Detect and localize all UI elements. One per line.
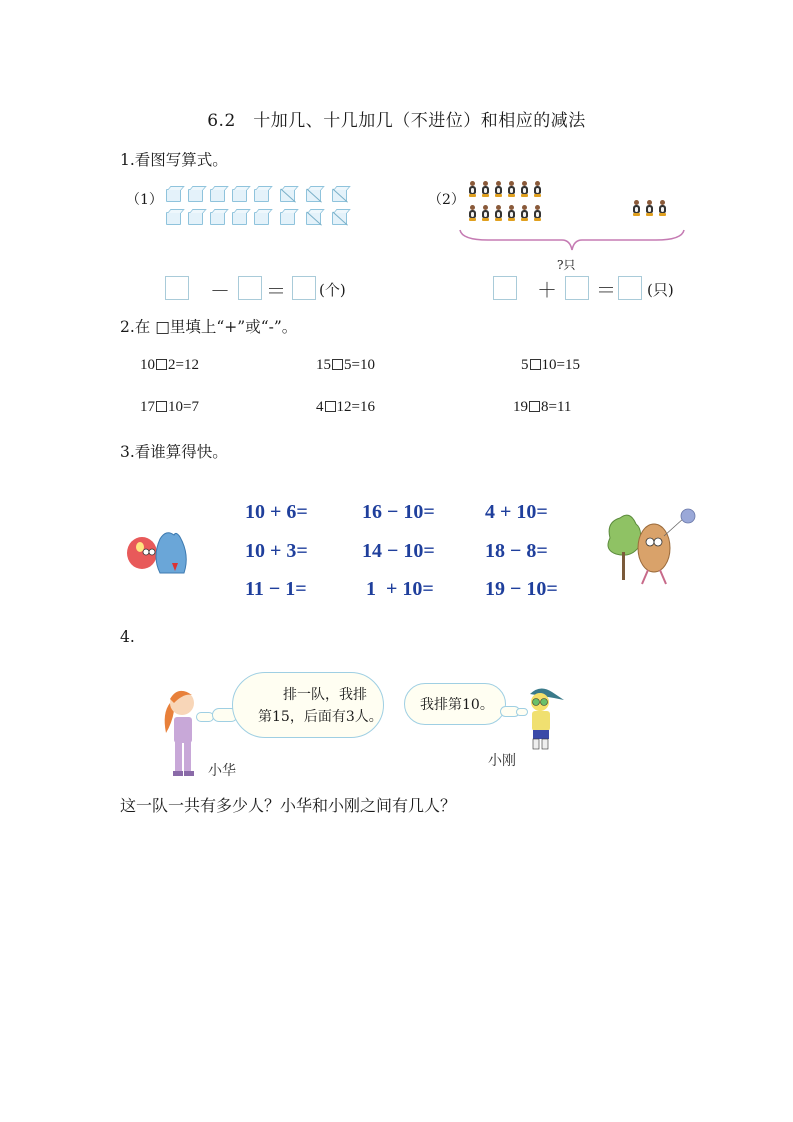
fill-box[interactable]: [156, 359, 167, 370]
fill-box[interactable]: [530, 359, 541, 370]
fill-equation: 4 12=16: [316, 399, 375, 415]
fill-box[interactable]: [332, 359, 343, 370]
potato-with-balloon-illustration: [602, 508, 702, 588]
calc-item: 10 + 3=: [245, 540, 308, 562]
equals-sign: ＝: [266, 279, 286, 303]
answer-box[interactable]: [493, 276, 517, 300]
fill-equation: 10 2=12: [140, 357, 199, 373]
unit-label: (个): [319, 281, 346, 299]
boy-xiaogang-illustration: [524, 684, 568, 756]
brace-label: ?只: [557, 258, 576, 272]
q1-part2-label: （2）: [428, 192, 465, 208]
cube-icon: [166, 189, 181, 202]
name-xiaohua: 小华: [208, 763, 236, 779]
fill-equation: 17 10=7: [140, 399, 199, 415]
crossed-cube-icon: [306, 189, 321, 202]
crossed-cube-icon: [332, 189, 347, 202]
cube-icon: [254, 189, 269, 202]
crossed-cube-icon: [280, 189, 295, 202]
equals-sign: ＝: [596, 278, 616, 302]
answer-box[interactable]: [292, 276, 316, 300]
speech-bubble-left: [232, 672, 384, 738]
penguin-group-left: [468, 181, 548, 229]
cube-icon: [280, 212, 295, 225]
fill-box[interactable]: [325, 401, 336, 412]
minus-sign: －: [210, 279, 230, 303]
cube-icon: [210, 212, 225, 225]
calc-item: 10 + 6=: [245, 501, 308, 523]
q4-question: 这一队一共有多少人？小华和小刚之间有几人？: [120, 796, 457, 815]
answer-box[interactable]: [165, 276, 189, 300]
q3-heading: 3.看谁算得快。: [120, 443, 228, 461]
cube-icon: [254, 212, 269, 225]
cube-icon: [210, 189, 225, 202]
penguin-group-right: [632, 200, 672, 222]
fill-box[interactable]: [529, 401, 540, 412]
bubble-left-line2: 第15，后面有3人。: [258, 709, 383, 725]
calc-item: 11 − 1=: [245, 578, 307, 600]
fill-equation: 5 10=15: [521, 357, 580, 373]
bubble-left-line1: 排一队，我排: [283, 687, 367, 703]
q1-heading: 1.看图写算式。: [120, 151, 228, 169]
calc-item: 4 + 10=: [485, 501, 548, 523]
page-title: 6.2 十加几、十几加几（不进位）和相应的减法: [207, 111, 586, 131]
crossed-cube-icon: [332, 212, 347, 225]
apple-and-bag-illustration: [122, 525, 194, 577]
answer-box[interactable]: [238, 276, 262, 300]
calc-item: 18 − 8=: [485, 540, 548, 562]
q1-part1-label: （1）: [126, 192, 163, 208]
calc-item: 1 + 10=: [366, 578, 434, 600]
q2-heading: 2.在 □里填上“+”或“-”。: [120, 318, 298, 336]
cube-icon: [166, 212, 181, 225]
cube-icon: [188, 212, 203, 225]
cube-grid: [166, 186, 356, 230]
girl-xiaohua-illustration: [160, 683, 210, 783]
fill-equation: 19 8=11: [513, 399, 572, 415]
calc-item: 14 − 10=: [362, 540, 435, 562]
answer-box[interactable]: [618, 276, 642, 300]
cube-icon: [188, 189, 203, 202]
cube-icon: [232, 212, 247, 225]
q4-heading: 4.: [120, 628, 135, 646]
answer-box[interactable]: [565, 276, 589, 300]
fill-box[interactable]: [156, 401, 167, 412]
plus-sign: ＋: [537, 278, 557, 302]
calc-item: 19 − 10=: [485, 578, 558, 600]
curly-brace: [458, 228, 686, 254]
unit-label: (只): [647, 281, 674, 299]
bubble-right-text: 我排第10。: [420, 697, 494, 713]
name-xiaogang: 小刚: [488, 753, 516, 769]
calc-item: 16 − 10=: [362, 501, 435, 523]
crossed-cube-icon: [306, 212, 321, 225]
fill-equation: 15 5=10: [316, 357, 375, 373]
cube-icon: [232, 189, 247, 202]
